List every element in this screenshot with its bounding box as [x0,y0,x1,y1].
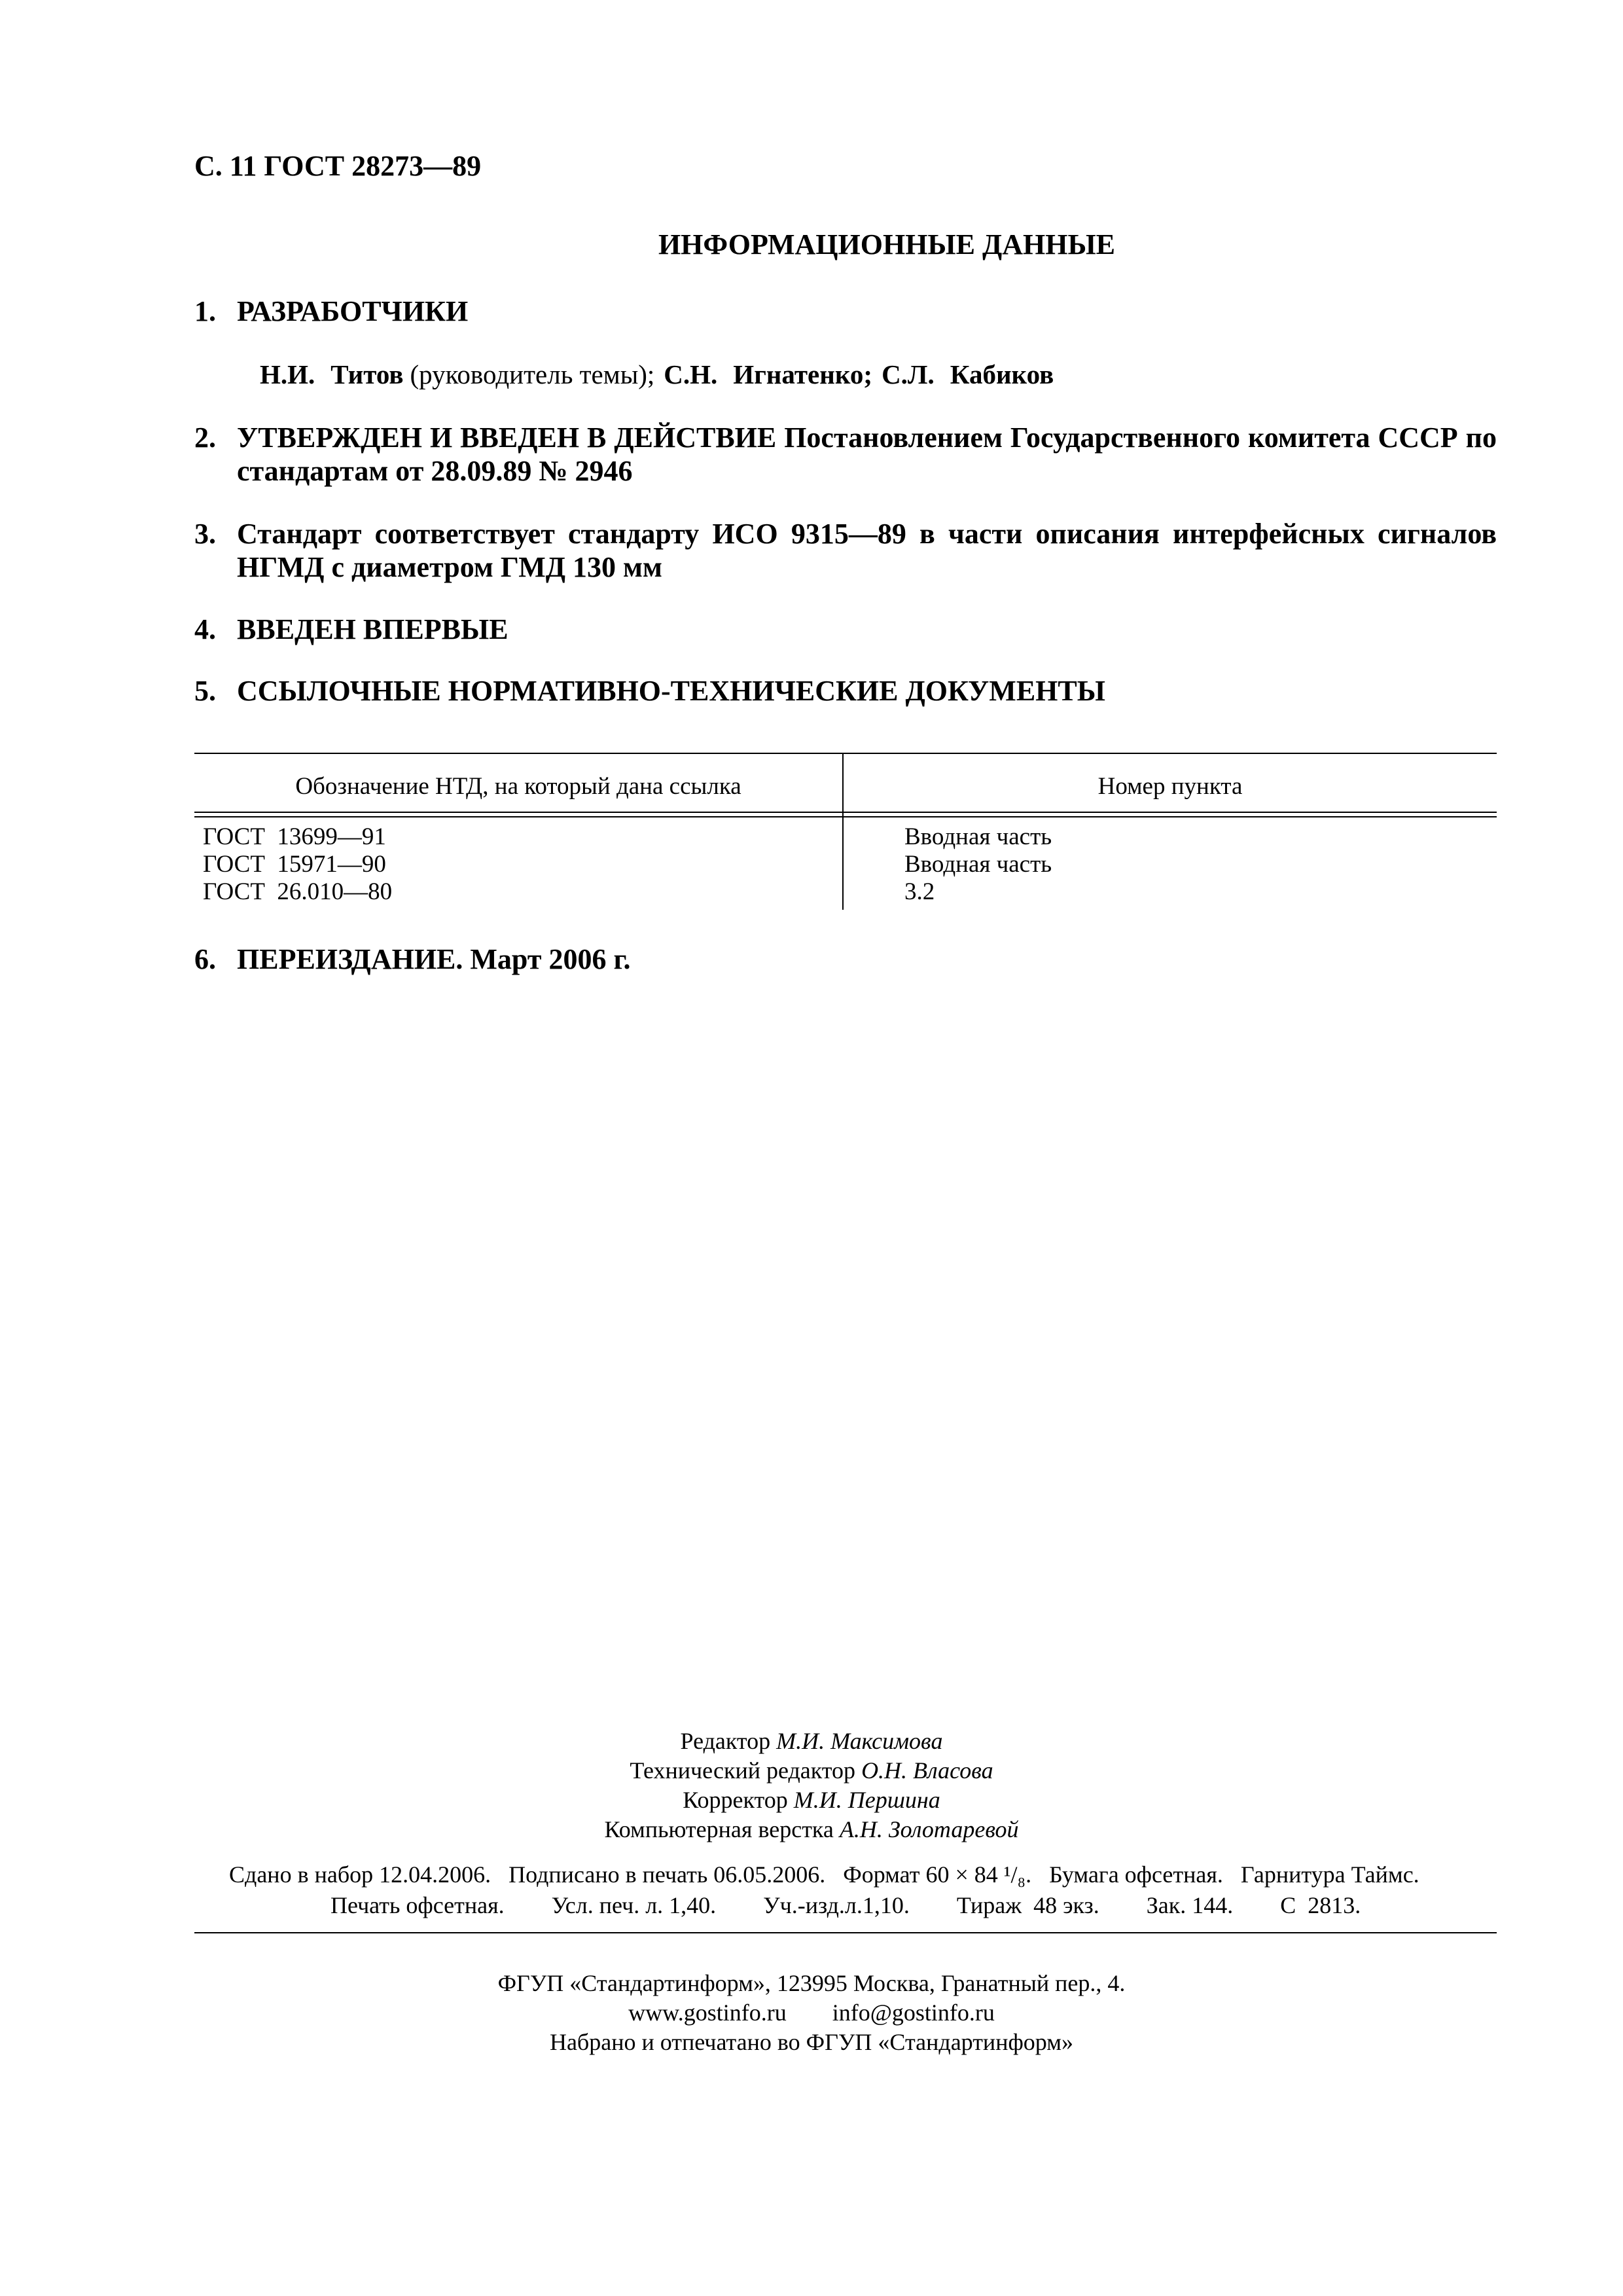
section-number: 3. [194,518,216,550]
author-1-surname: Титов [330,359,404,389]
credit-person: М.И. Першина [793,1787,940,1813]
author-2-initials: С.Н. [664,359,718,389]
publisher-email: info@gostinfo.ru [832,2000,995,2026]
credit-role: Технический редактор [630,1757,856,1784]
credit-person: М.И. Максимова [776,1728,943,1754]
authors-line [260,359,1069,390]
section-text: ССЫЛОЧНЫЕ НОРМАТИВНО-ТЕХНИЧЕСКИЕ ДОКУМЕНТЫ [237,675,1105,707]
publisher-contacts [0,1998,1623,2028]
author-1-initials: Н.И. [260,359,315,389]
section-number: 2. [194,422,216,454]
section-3 [194,517,1497,584]
table-row-3-item: 3.2 [904,878,935,905]
section-6 [194,942,1497,976]
section-number: 1. [194,295,216,327]
footer-rule [194,1932,1497,1933]
section-number: 5. [194,675,216,707]
section-1 [194,295,1497,328]
credit-editor [0,1727,1623,1756]
section-text: УТВЕРЖДЕН И ВВЕДЕН В ДЕЙСТВИЕ Постановлением Государственного комитета СССР по стандартам от 28.09.89 № 2946 [237,422,1497,487]
credit-proofreader [0,1785,1623,1815]
credit-role: Корректор [683,1787,788,1813]
table-row-2-doc: ГОСТ 15971—90 [203,851,386,878]
table-header-rule-double [194,816,1497,817]
author-3-surname: Кабиков [950,359,1054,389]
table-header-rule [194,812,1497,813]
section-text: РАЗРАБОТЧИКИ [237,295,469,327]
author-1-role: (руководитель темы); [410,359,655,389]
credit-person: А.Н. Золотаревой [839,1816,1019,1842]
table-header-doc: Обозначение НТД, на который дана ссылка [295,773,741,800]
print-info-line-1: Сдано в набор 12.04.2006. Подписано в печать 06.05.2006. Формат 60 × 84 ¹/₈. Бумага офсетная. Гарнитура Таймс. [229,1861,1419,1888]
publisher-website: www.gostinfo.ru [628,2000,787,2026]
section-5 [194,674,1497,708]
page-title: ИНФОРМАЦИОННЫЕ ДАННЫЕ [658,228,1116,260]
section-number: 6. [194,943,216,975]
table-row-3-doc: ГОСТ 26.010—80 [203,878,393,905]
author-3-initials: С.Л. [882,359,935,389]
credit-layout [0,1815,1623,1844]
table-row-2-item: Вводная часть [904,851,1052,878]
table-row-1-item: Вводная часть [904,823,1052,850]
table-header-item: Номер пункта [1097,773,1243,800]
section-text: Стандарт соответствует стандарту ИСО 9315—89 в части описания интерфейсных сигналов НГМД с диаметром ГМД 130 мм [237,518,1497,583]
section-2 [194,421,1497,488]
credit-role: Компьютерная верстка [604,1816,834,1842]
section-text: ВВЕДЕН ВПЕРВЫЕ [237,613,508,645]
author-2-surname: Игнатенко; [733,359,873,389]
credit-role: Редактор [680,1728,771,1754]
publisher-printed-by: Набрано и отпечатано во ФГУП «Стандартинформ» [549,2029,1074,2055]
credit-person: О.Н. Власова [861,1757,993,1784]
section-number: 4. [194,613,216,645]
credit-tech-editor [0,1756,1623,1785]
page-header: С. 11 ГОСТ 28273—89 [194,150,482,182]
section-4 [194,613,1497,646]
print-info-line-2: Печать офсетная. Усл. печ. л. 1,40. Уч.-изд.л.1,10. Тираж 48 экз. Зак. 144. С 2813. [330,1892,1361,1918]
table-row-1-doc: ГОСТ 13699—91 [203,823,386,850]
section-text: ПЕРЕИЗДАНИЕ. Март 2006 г. [237,943,631,975]
table-top-rule [194,753,1497,754]
publisher-address: ФГУП «Стандартинформ», 123995 Москва, Гранатный пер., 4. [497,1970,1126,1996]
